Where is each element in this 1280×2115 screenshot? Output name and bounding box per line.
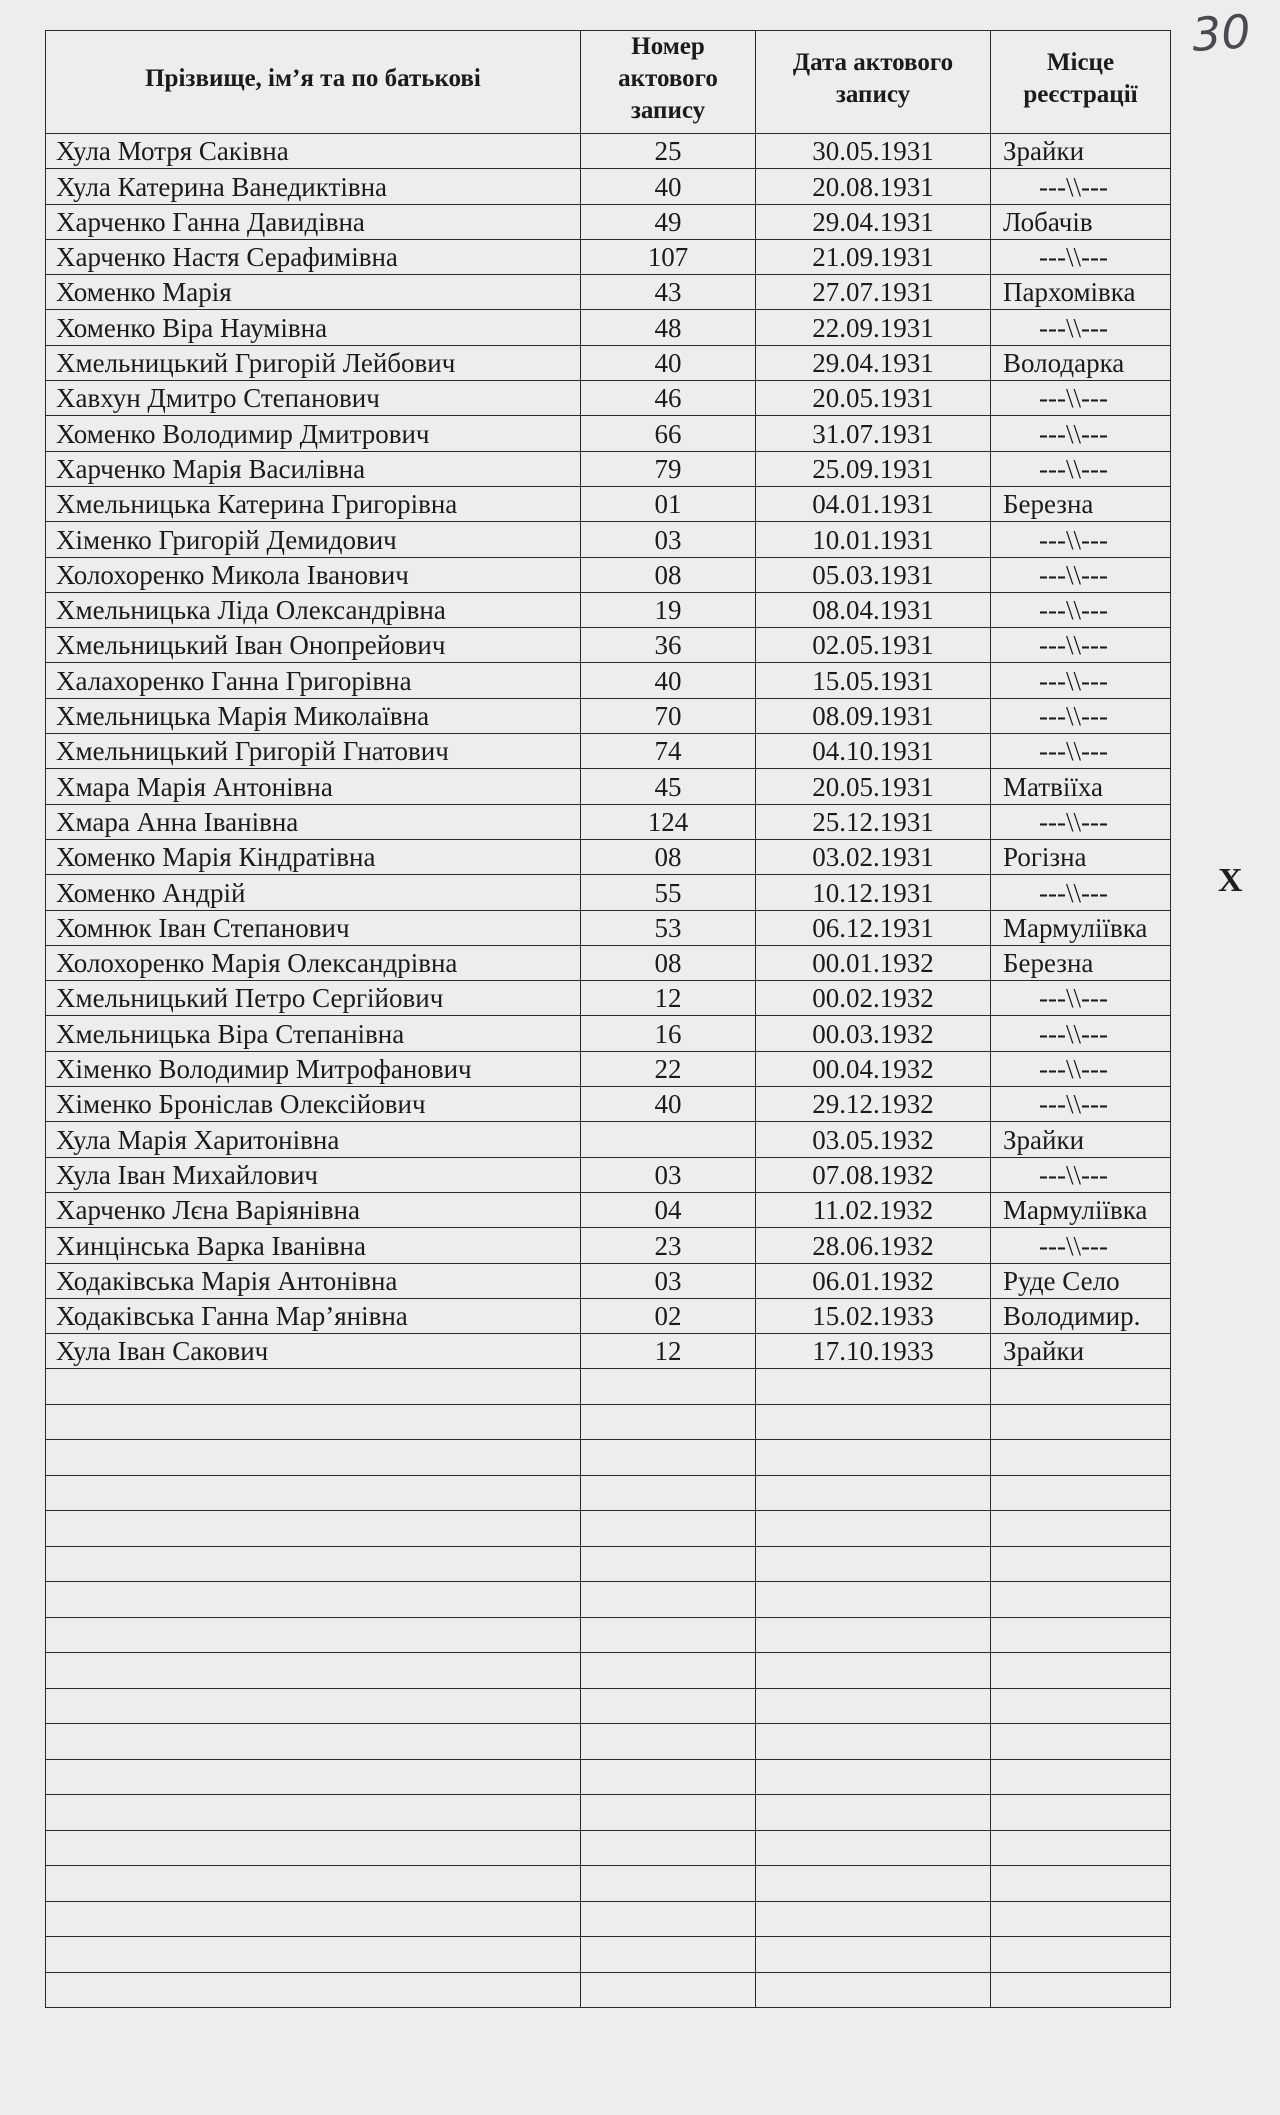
empty-row xyxy=(46,1688,1171,1724)
empty-cell xyxy=(991,1582,1171,1618)
cell-place: ---\\--- xyxy=(991,557,1171,592)
empty-cell xyxy=(581,1440,756,1476)
cell-name: Хмельницький Григорій Лейбович xyxy=(46,345,581,380)
cell-name: Хмельницький Григорій Гнатович xyxy=(46,734,581,769)
cell-place: ---\\--- xyxy=(991,804,1171,839)
cell-name: Холохоренко Марія Олександрівна xyxy=(46,945,581,980)
registry-table xyxy=(45,30,1171,2008)
cell-name: Хоменко Віра Наумівна xyxy=(46,310,581,345)
table-row xyxy=(46,910,1171,945)
cell-place: Володарка xyxy=(991,345,1171,380)
empty-cell xyxy=(46,1901,581,1937)
cell-record-number: 70 xyxy=(581,698,756,733)
cell-record-number: 46 xyxy=(581,381,756,416)
empty-cell xyxy=(991,1688,1171,1724)
cell-record-date: 04.01.1931 xyxy=(756,486,991,521)
empty-cell xyxy=(46,1724,581,1760)
cell-name: Харченко Лєна Варіянівна xyxy=(46,1192,581,1227)
empty-row xyxy=(46,1937,1171,1973)
cell-name: Хіменко Володимир Митрофанович xyxy=(46,1051,581,1086)
cell-record-number: 08 xyxy=(581,557,756,592)
empty-cell xyxy=(991,1475,1171,1511)
empty-cell xyxy=(991,1546,1171,1582)
empty-cell xyxy=(756,1795,991,1831)
cell-name: Ходаківська Ганна Мар’янівна xyxy=(46,1298,581,1333)
cell-record-date: 04.10.1931 xyxy=(756,734,991,769)
cell-name: Хула Іван Михайлович xyxy=(46,1157,581,1192)
cell-name: Хомнюк Іван Степанович xyxy=(46,910,581,945)
cell-name: Хоменко Володимир Дмитрович xyxy=(46,416,581,451)
empty-cell xyxy=(756,1653,991,1689)
empty-cell xyxy=(756,1830,991,1866)
table-row xyxy=(46,1051,1171,1086)
cell-name: Хула Марія Харитонівна xyxy=(46,1122,581,1157)
empty-cell xyxy=(581,1972,756,2008)
cell-name: Хмара Анна Іванівна xyxy=(46,804,581,839)
empty-row xyxy=(46,1830,1171,1866)
empty-cell xyxy=(756,1546,991,1582)
cell-record-number: 107 xyxy=(581,239,756,274)
cell-record-date: 25.09.1931 xyxy=(756,451,991,486)
table-row xyxy=(46,663,1171,698)
empty-row xyxy=(46,1475,1171,1511)
cell-place: Зрайки xyxy=(991,1334,1171,1369)
empty-cell xyxy=(581,1901,756,1937)
table-row xyxy=(46,839,1171,874)
cell-record-number xyxy=(581,1122,756,1157)
cell-place: Володимир. xyxy=(991,1298,1171,1333)
empty-cell xyxy=(46,1688,581,1724)
cell-record-date: 21.09.1931 xyxy=(756,239,991,274)
empty-cell xyxy=(581,1866,756,1902)
cell-name: Хула Мотря Саківна xyxy=(46,134,581,169)
empty-cell xyxy=(756,1511,991,1547)
cell-place: ---\\--- xyxy=(991,698,1171,733)
empty-row xyxy=(46,1795,1171,1831)
cell-record-number: 49 xyxy=(581,204,756,239)
cell-record-number: 12 xyxy=(581,1334,756,1369)
cell-record-date: 27.07.1931 xyxy=(756,275,991,310)
cell-record-number: 08 xyxy=(581,945,756,980)
table-row xyxy=(46,981,1171,1016)
cell-record-date: 25.12.1931 xyxy=(756,804,991,839)
cell-record-date: 03.02.1931 xyxy=(756,839,991,874)
empty-cell xyxy=(46,1369,581,1405)
cell-record-number: 40 xyxy=(581,345,756,380)
empty-cell xyxy=(756,1724,991,1760)
empty-cell xyxy=(756,1759,991,1795)
cell-place: Березна xyxy=(991,486,1171,521)
cell-name: Хмельницька Катерина Григорівна xyxy=(46,486,581,521)
cell-name: Хавхун Дмитро Степанович xyxy=(46,381,581,416)
cell-record-date: 00.03.1932 xyxy=(756,1016,991,1051)
empty-cell xyxy=(46,1866,581,1902)
empty-cell xyxy=(46,1404,581,1440)
table-row xyxy=(46,1228,1171,1263)
cell-place: Мармуліївка xyxy=(991,910,1171,945)
cell-record-date: 08.09.1931 xyxy=(756,698,991,733)
cell-name: Хоменко Марія xyxy=(46,275,581,310)
cell-record-date: 10.01.1931 xyxy=(756,522,991,557)
empty-cell xyxy=(756,1617,991,1653)
empty-cell xyxy=(46,1617,581,1653)
empty-cell xyxy=(46,1511,581,1547)
cell-place: ---\\--- xyxy=(991,1051,1171,1086)
empty-row xyxy=(46,1440,1171,1476)
table-row xyxy=(46,628,1171,663)
cell-record-number: 43 xyxy=(581,275,756,310)
cell-place: ---\\--- xyxy=(991,1016,1171,1051)
cell-record-number: 48 xyxy=(581,310,756,345)
cell-name: Хіменко Броніслав Олексійович xyxy=(46,1087,581,1122)
empty-cell xyxy=(581,1617,756,1653)
table-row xyxy=(46,875,1171,910)
header-record-date: Дата актового запису xyxy=(756,31,991,134)
empty-row xyxy=(46,1972,1171,2008)
empty-cell xyxy=(46,1475,581,1511)
cell-name: Холохоренко Микола Іванович xyxy=(46,557,581,592)
cell-record-date: 06.12.1931 xyxy=(756,910,991,945)
cell-place: ---\\--- xyxy=(991,1228,1171,1263)
empty-row xyxy=(46,1724,1171,1760)
cell-record-date: 05.03.1931 xyxy=(756,557,991,592)
empty-cell xyxy=(991,1901,1171,1937)
cell-name: Хула Іван Сакович xyxy=(46,1334,581,1369)
cell-record-number: 16 xyxy=(581,1016,756,1051)
page-number: 30 xyxy=(1190,4,1253,62)
cell-place: ---\\--- xyxy=(991,592,1171,627)
table-row xyxy=(46,1192,1171,1227)
empty-cell xyxy=(581,1582,756,1618)
cell-name: Хмельницький Петро Сергійович xyxy=(46,981,581,1016)
empty-cell xyxy=(991,1830,1171,1866)
empty-cell xyxy=(991,1511,1171,1547)
cell-place: ---\\--- xyxy=(991,1157,1171,1192)
cell-place: ---\\--- xyxy=(991,169,1171,204)
cell-place: ---\\--- xyxy=(991,451,1171,486)
cell-record-number: 74 xyxy=(581,734,756,769)
empty-cell xyxy=(756,1901,991,1937)
empty-cell xyxy=(581,1404,756,1440)
empty-cell xyxy=(581,1688,756,1724)
table-row xyxy=(46,804,1171,839)
cell-record-date: 22.09.1931 xyxy=(756,310,991,345)
cell-place: Рогізна xyxy=(991,839,1171,874)
empty-cell xyxy=(756,1866,991,1902)
cell-name: Хмельницька Віра Степанівна xyxy=(46,1016,581,1051)
cell-record-date: 06.01.1932 xyxy=(756,1263,991,1298)
cell-record-date: 00.04.1932 xyxy=(756,1051,991,1086)
cell-record-number: 03 xyxy=(581,1263,756,1298)
table-row xyxy=(46,169,1171,204)
empty-cell xyxy=(756,1688,991,1724)
cell-place: Матвіїха xyxy=(991,769,1171,804)
cell-record-date: 29.12.1932 xyxy=(756,1087,991,1122)
table-header-row xyxy=(46,31,1171,134)
cell-place: Березна xyxy=(991,945,1171,980)
cell-place: ---\\--- xyxy=(991,310,1171,345)
table-row xyxy=(46,275,1171,310)
table-row xyxy=(46,310,1171,345)
cell-record-number: 66 xyxy=(581,416,756,451)
cell-place: Зрайки xyxy=(991,1122,1171,1157)
cell-place: ---\\--- xyxy=(991,381,1171,416)
cell-place: Руде Село xyxy=(991,1263,1171,1298)
empty-cell xyxy=(991,1724,1171,1760)
cell-record-number: 03 xyxy=(581,522,756,557)
cell-record-date: 10.12.1931 xyxy=(756,875,991,910)
cell-record-date: 03.05.1932 xyxy=(756,1122,991,1157)
empty-cell xyxy=(581,1653,756,1689)
cell-name: Хоменко Андрій xyxy=(46,875,581,910)
empty-row xyxy=(46,1546,1171,1582)
cell-place: ---\\--- xyxy=(991,875,1171,910)
cell-record-number: 45 xyxy=(581,769,756,804)
cell-record-number: 02 xyxy=(581,1298,756,1333)
empty-cell xyxy=(46,1830,581,1866)
empty-cell xyxy=(991,1404,1171,1440)
margin-mark: X xyxy=(1218,862,1243,899)
empty-cell xyxy=(991,1759,1171,1795)
table-row xyxy=(46,1157,1171,1192)
cell-record-date: 20.08.1931 xyxy=(756,169,991,204)
cell-record-date: 02.05.1931 xyxy=(756,628,991,663)
table-row xyxy=(46,522,1171,557)
empty-cell xyxy=(756,1404,991,1440)
empty-cell xyxy=(991,1617,1171,1653)
cell-record-number: 12 xyxy=(581,981,756,1016)
table-row xyxy=(46,1298,1171,1333)
cell-record-number: 04 xyxy=(581,1192,756,1227)
table-row xyxy=(46,1263,1171,1298)
cell-name: Ходаківська Марія Антонівна xyxy=(46,1263,581,1298)
cell-record-date: 28.06.1932 xyxy=(756,1228,991,1263)
empty-row xyxy=(46,1369,1171,1405)
empty-cell xyxy=(581,1546,756,1582)
cell-place: ---\\--- xyxy=(991,628,1171,663)
header-name: Прізвище, ім’я та по батькові xyxy=(46,31,581,134)
table-row xyxy=(46,557,1171,592)
table-row xyxy=(46,945,1171,980)
cell-record-date: 15.02.1933 xyxy=(756,1298,991,1333)
table-row xyxy=(46,416,1171,451)
cell-record-date: 00.01.1932 xyxy=(756,945,991,980)
cell-record-date: 15.05.1931 xyxy=(756,663,991,698)
cell-record-number: 36 xyxy=(581,628,756,663)
empty-cell xyxy=(756,1440,991,1476)
cell-record-number: 40 xyxy=(581,1087,756,1122)
cell-record-number: 03 xyxy=(581,1157,756,1192)
cell-place: ---\\--- xyxy=(991,663,1171,698)
cell-record-date: 29.04.1931 xyxy=(756,345,991,380)
empty-cell xyxy=(991,1440,1171,1476)
empty-row xyxy=(46,1404,1171,1440)
cell-record-date: 11.02.1932 xyxy=(756,1192,991,1227)
cell-record-date: 00.02.1932 xyxy=(756,981,991,1016)
table-row xyxy=(46,734,1171,769)
cell-record-date: 31.07.1931 xyxy=(756,416,991,451)
empty-cell xyxy=(756,1937,991,1973)
table-row xyxy=(46,451,1171,486)
cell-name: Хула Катерина Ванедиктівна xyxy=(46,169,581,204)
empty-row xyxy=(46,1759,1171,1795)
cell-record-date: 20.05.1931 xyxy=(756,769,991,804)
cell-place: Зрайки xyxy=(991,134,1171,169)
cell-place: ---\\--- xyxy=(991,522,1171,557)
table-row xyxy=(46,381,1171,416)
empty-row xyxy=(46,1901,1171,1937)
table-row xyxy=(46,1122,1171,1157)
cell-place: ---\\--- xyxy=(991,416,1171,451)
cell-name: Халахоренко Ганна Григорівна xyxy=(46,663,581,698)
cell-record-date: 17.10.1933 xyxy=(756,1334,991,1369)
header-place: Місце реєстрації xyxy=(991,31,1171,134)
cell-record-number: 40 xyxy=(581,663,756,698)
cell-place: Мармуліївка xyxy=(991,1192,1171,1227)
empty-cell xyxy=(46,1759,581,1795)
table-row xyxy=(46,134,1171,169)
cell-name: Харченко Настя Серафимівна xyxy=(46,239,581,274)
cell-place: Пархомівка xyxy=(991,275,1171,310)
empty-cell xyxy=(46,1582,581,1618)
empty-cell xyxy=(46,1546,581,1582)
cell-name: Харченко Ганна Давидівна xyxy=(46,204,581,239)
empty-cell xyxy=(581,1369,756,1405)
cell-place: ---\\--- xyxy=(991,239,1171,274)
cell-record-number: 53 xyxy=(581,910,756,945)
empty-cell xyxy=(46,1937,581,1973)
cell-record-date: 07.08.1932 xyxy=(756,1157,991,1192)
empty-cell xyxy=(991,1972,1171,2008)
empty-row xyxy=(46,1653,1171,1689)
empty-cell xyxy=(46,1972,581,2008)
cell-name: Хмара Марія Антонівна xyxy=(46,769,581,804)
table-row xyxy=(46,345,1171,380)
empty-cell xyxy=(46,1653,581,1689)
empty-cell xyxy=(991,1653,1171,1689)
empty-cell xyxy=(756,1475,991,1511)
cell-name: Хмельницький Іван Онопрейович xyxy=(46,628,581,663)
table-row xyxy=(46,769,1171,804)
empty-cell xyxy=(756,1582,991,1618)
empty-cell xyxy=(991,1795,1171,1831)
cell-record-number: 01 xyxy=(581,486,756,521)
cell-record-number: 55 xyxy=(581,875,756,910)
cell-record-number: 08 xyxy=(581,839,756,874)
cell-place: ---\\--- xyxy=(991,734,1171,769)
empty-cell xyxy=(581,1511,756,1547)
cell-place: ---\\--- xyxy=(991,1087,1171,1122)
cell-record-date: 30.05.1931 xyxy=(756,134,991,169)
cell-name: Хмельницька Ліда Олександрівна xyxy=(46,592,581,627)
table-row xyxy=(46,1087,1171,1122)
table-row xyxy=(46,1334,1171,1369)
empty-cell xyxy=(46,1795,581,1831)
cell-name: Хоменко Марія Кіндратівна xyxy=(46,839,581,874)
empty-cell xyxy=(581,1475,756,1511)
table-row xyxy=(46,1016,1171,1051)
cell-record-number: 22 xyxy=(581,1051,756,1086)
cell-name: Хіменко Григорій Демидович xyxy=(46,522,581,557)
cell-name: Харченко Марія Василівна xyxy=(46,451,581,486)
cell-record-number: 124 xyxy=(581,804,756,839)
empty-cell xyxy=(581,1759,756,1795)
cell-record-date: 20.05.1931 xyxy=(756,381,991,416)
cell-record-number: 79 xyxy=(581,451,756,486)
cell-name: Хинцінська Варка Іванівна xyxy=(46,1228,581,1263)
cell-record-number: 19 xyxy=(581,592,756,627)
empty-cell xyxy=(991,1937,1171,1973)
empty-cell xyxy=(991,1866,1171,1902)
empty-cell xyxy=(756,1972,991,2008)
cell-record-number: 40 xyxy=(581,169,756,204)
empty-cell xyxy=(756,1369,991,1405)
header-record-number: Номер актового запису xyxy=(581,31,756,134)
empty-row xyxy=(46,1866,1171,1902)
empty-cell xyxy=(581,1795,756,1831)
cell-record-date: 08.04.1931 xyxy=(756,592,991,627)
table-row xyxy=(46,204,1171,239)
table-row xyxy=(46,698,1171,733)
cell-record-date: 29.04.1931 xyxy=(756,204,991,239)
cell-record-number: 23 xyxy=(581,1228,756,1263)
cell-name: Хмельницька Марія Миколаївна xyxy=(46,698,581,733)
empty-cell xyxy=(581,1724,756,1760)
empty-row xyxy=(46,1582,1171,1618)
empty-row xyxy=(46,1617,1171,1653)
empty-cell xyxy=(581,1937,756,1973)
cell-place: ---\\--- xyxy=(991,981,1171,1016)
empty-cell xyxy=(991,1369,1171,1405)
table-row xyxy=(46,239,1171,274)
empty-row xyxy=(46,1511,1171,1547)
table-row xyxy=(46,486,1171,521)
empty-cell xyxy=(581,1830,756,1866)
cell-record-number: 25 xyxy=(581,134,756,169)
empty-cell xyxy=(46,1440,581,1476)
cell-place: Лобачів xyxy=(991,204,1171,239)
table-row xyxy=(46,592,1171,627)
